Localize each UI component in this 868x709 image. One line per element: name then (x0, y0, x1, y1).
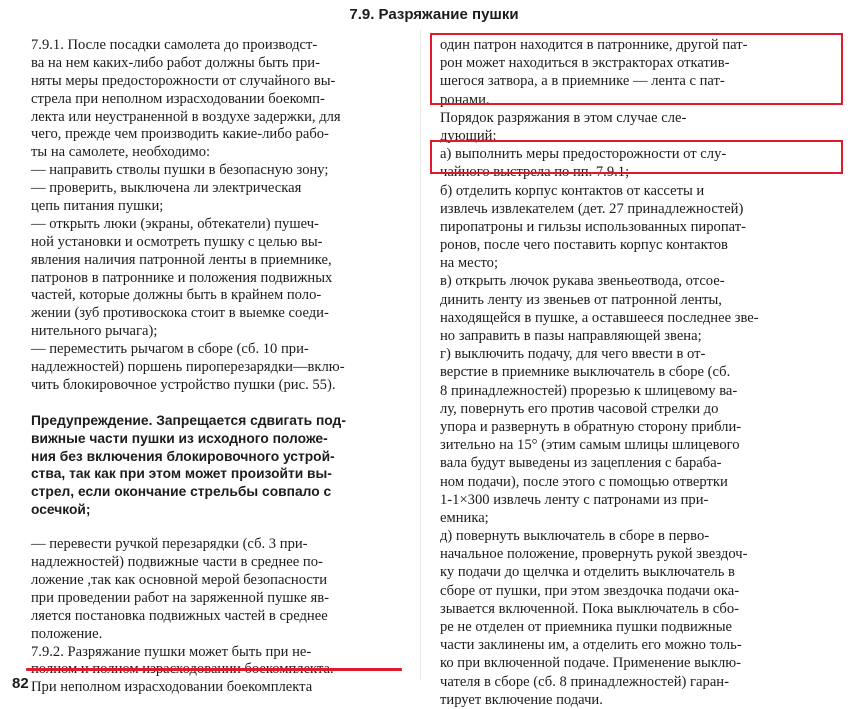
body-line: — проверить, выключена ли электрическая (31, 180, 302, 197)
body-line: а) выполнить меры предосторожности от слу- (440, 146, 727, 163)
body-line: — открыть люки (экраны, обтекатели) пушеч- (31, 215, 319, 232)
body-line: — направить стволы пушки в безопасную зону; (31, 162, 329, 179)
warning-line: вижные части пушки из исходного положе- (31, 430, 328, 446)
body-line: чить блокировочное устройство пушки (рис. 55). (31, 376, 336, 393)
body-line: г) выключить подачу, для чего ввести в от- (440, 346, 706, 363)
column-gutter (420, 30, 421, 680)
body-line: 7.9.2. Разряжание пушки может быть при не- (31, 643, 312, 660)
body-line: ты на самолете, необходимо: (31, 144, 211, 161)
body-line: — переместить рычагом в сборе (сб. 10 при- (31, 341, 309, 358)
body-line: 1-1×300 извлечь ленту с патронами из при- (440, 491, 709, 508)
underline-mark (26, 668, 402, 671)
body-line: ронами. (440, 91, 490, 108)
right-column (440, 36, 834, 709)
body-line: части заклинены им, а отделить его можно толь- (440, 637, 742, 654)
body-line: упора и развернуть в обратную сторону прибли- (440, 418, 742, 435)
body-line: находящейся в пушке, а оставшееся последнее зве- (440, 309, 759, 326)
warning-line: стрел, если окончание стрельбы совпало с (31, 484, 332, 500)
body-line: 7.9.1. После посадки самолета до производст- (31, 37, 318, 53)
body-line: верстие в приемнике выключатель в сборе (сб. (440, 364, 731, 381)
body-line: пиропатроны и гильзы использованных пиропат- (440, 218, 746, 235)
body-line: ку подачи до щелчка и отделить выключатель в (440, 564, 735, 581)
warning-line: Предупреждение. Запрещается сдвигать под- (31, 412, 346, 428)
body-line: явления наличия патронной ленты в приемнике, (31, 251, 332, 268)
body-line: няты меры предосторожности от случайного вы- (31, 72, 336, 89)
body-line: Порядок разряжания в этом случае сле- (440, 109, 687, 126)
body-line: 8 принадлежностей) прорезью к шлицевому ва- (440, 382, 738, 399)
body-line: начальное положение, провернуть рукой звездоч- (440, 546, 748, 563)
body-line: ва на нем каких-либо работ должны быть при- (31, 54, 320, 71)
warning-line: осечкой; (31, 502, 91, 518)
body-line: но заправить в пазы направляющей звена; (440, 328, 702, 344)
body-line: жении (зуб противоскока стоит в выемке соеди- (31, 305, 329, 322)
body-line: рон может находиться в экстракторах откатив- (440, 55, 730, 72)
body-line: на место; (440, 255, 499, 272)
body-line: ложение ,так как основной мерой безопасности (31, 571, 328, 588)
body-line: тирует включение подачи. (440, 691, 603, 708)
body-line: ко при включенной подаче. Применение выклю- (440, 655, 742, 672)
body-line: динить ленту из звеньев от патронной ленты, (440, 291, 722, 308)
body-line: ном подачи), после этого с помощью отвертки (440, 473, 728, 490)
body-line: частей, которые должны быть в крайнем поло- (31, 287, 322, 304)
body-line: стрела при неполном израсходовании боекомп- (31, 90, 325, 107)
body-line: положение. (31, 625, 103, 642)
body-line: нительного рычага); (31, 323, 158, 340)
body-line: патронов в патроннике и положения подвижных (31, 269, 333, 286)
body-line: шегося затвора, а в приемнике — лента с пат- (440, 73, 725, 90)
body-line: ре не отделен от приемника пушки подвижные (440, 619, 733, 635)
body-line: зительно на 15° (этим самым шлицы шлицевого (440, 437, 740, 454)
body-line: ной установки и осмотреть пушку с целью вы- (31, 233, 323, 250)
body-line: ляется постановка подвижных частей в среднее (31, 607, 328, 624)
body-line: в) открыть лючок рукава звеньеотвода, отсое- (440, 273, 725, 290)
body-line: ронов, после чего поставить корпус контактов (440, 237, 728, 254)
page-number: 82 (12, 675, 29, 692)
body-line: дующий: (440, 127, 497, 144)
body-line: б) отделить корпус контактов от кассеты и (440, 182, 705, 199)
body-line: — перевести ручкой перезарядки (сб. 3 при- (31, 536, 308, 553)
body-line: извлечь извлекателем (дет. 27 принадлежностей) (440, 200, 744, 217)
body-line: лу, повернуть его против часовой стрелки до (440, 400, 719, 417)
body-line: надлежностей) поршень пироперезарядки—вклю- (31, 359, 345, 376)
body-line: д) повернуть выключатель в сборе в перво- (440, 528, 710, 545)
body-line: один патрон находится в патроннике, другой пат- (440, 37, 748, 53)
warning-line: ства, так как при этом может произойти вы- (31, 466, 332, 482)
body-line: чего, прежде чем производить какие-либо рабо- (31, 126, 329, 143)
warning-line: ния без включения блокировочного устрой- (31, 448, 335, 464)
body-line: При неполном израсходовании боекомплекта (31, 679, 313, 696)
body-line: емника; (440, 509, 489, 526)
body-line: сборе от пушки, при этом звездочка подачи ока- (440, 582, 740, 599)
section-title: 7.9. Разряжание пушки (349, 6, 519, 23)
body-line: при проведении работ на заряженной пушке яв- (31, 589, 329, 606)
body-line: чайного выстрела по пп. 7.9.1; (440, 164, 630, 181)
body-line: лекта или неустраненной в воздухе задержки, для (31, 108, 341, 125)
left-column (31, 37, 404, 697)
body-line: надлежностей) подвижные части в среднее по- (31, 554, 323, 571)
body-line: чателя в сборе (сб. 8 принадлежностей) гаран- (440, 673, 729, 690)
body-line: цепь питания пушки; (31, 198, 164, 215)
body-line: зывается включенной. Пока выключатель в сбо- (440, 600, 739, 617)
body-line: вала будут выведены из зацепления с бараба- (440, 455, 722, 472)
